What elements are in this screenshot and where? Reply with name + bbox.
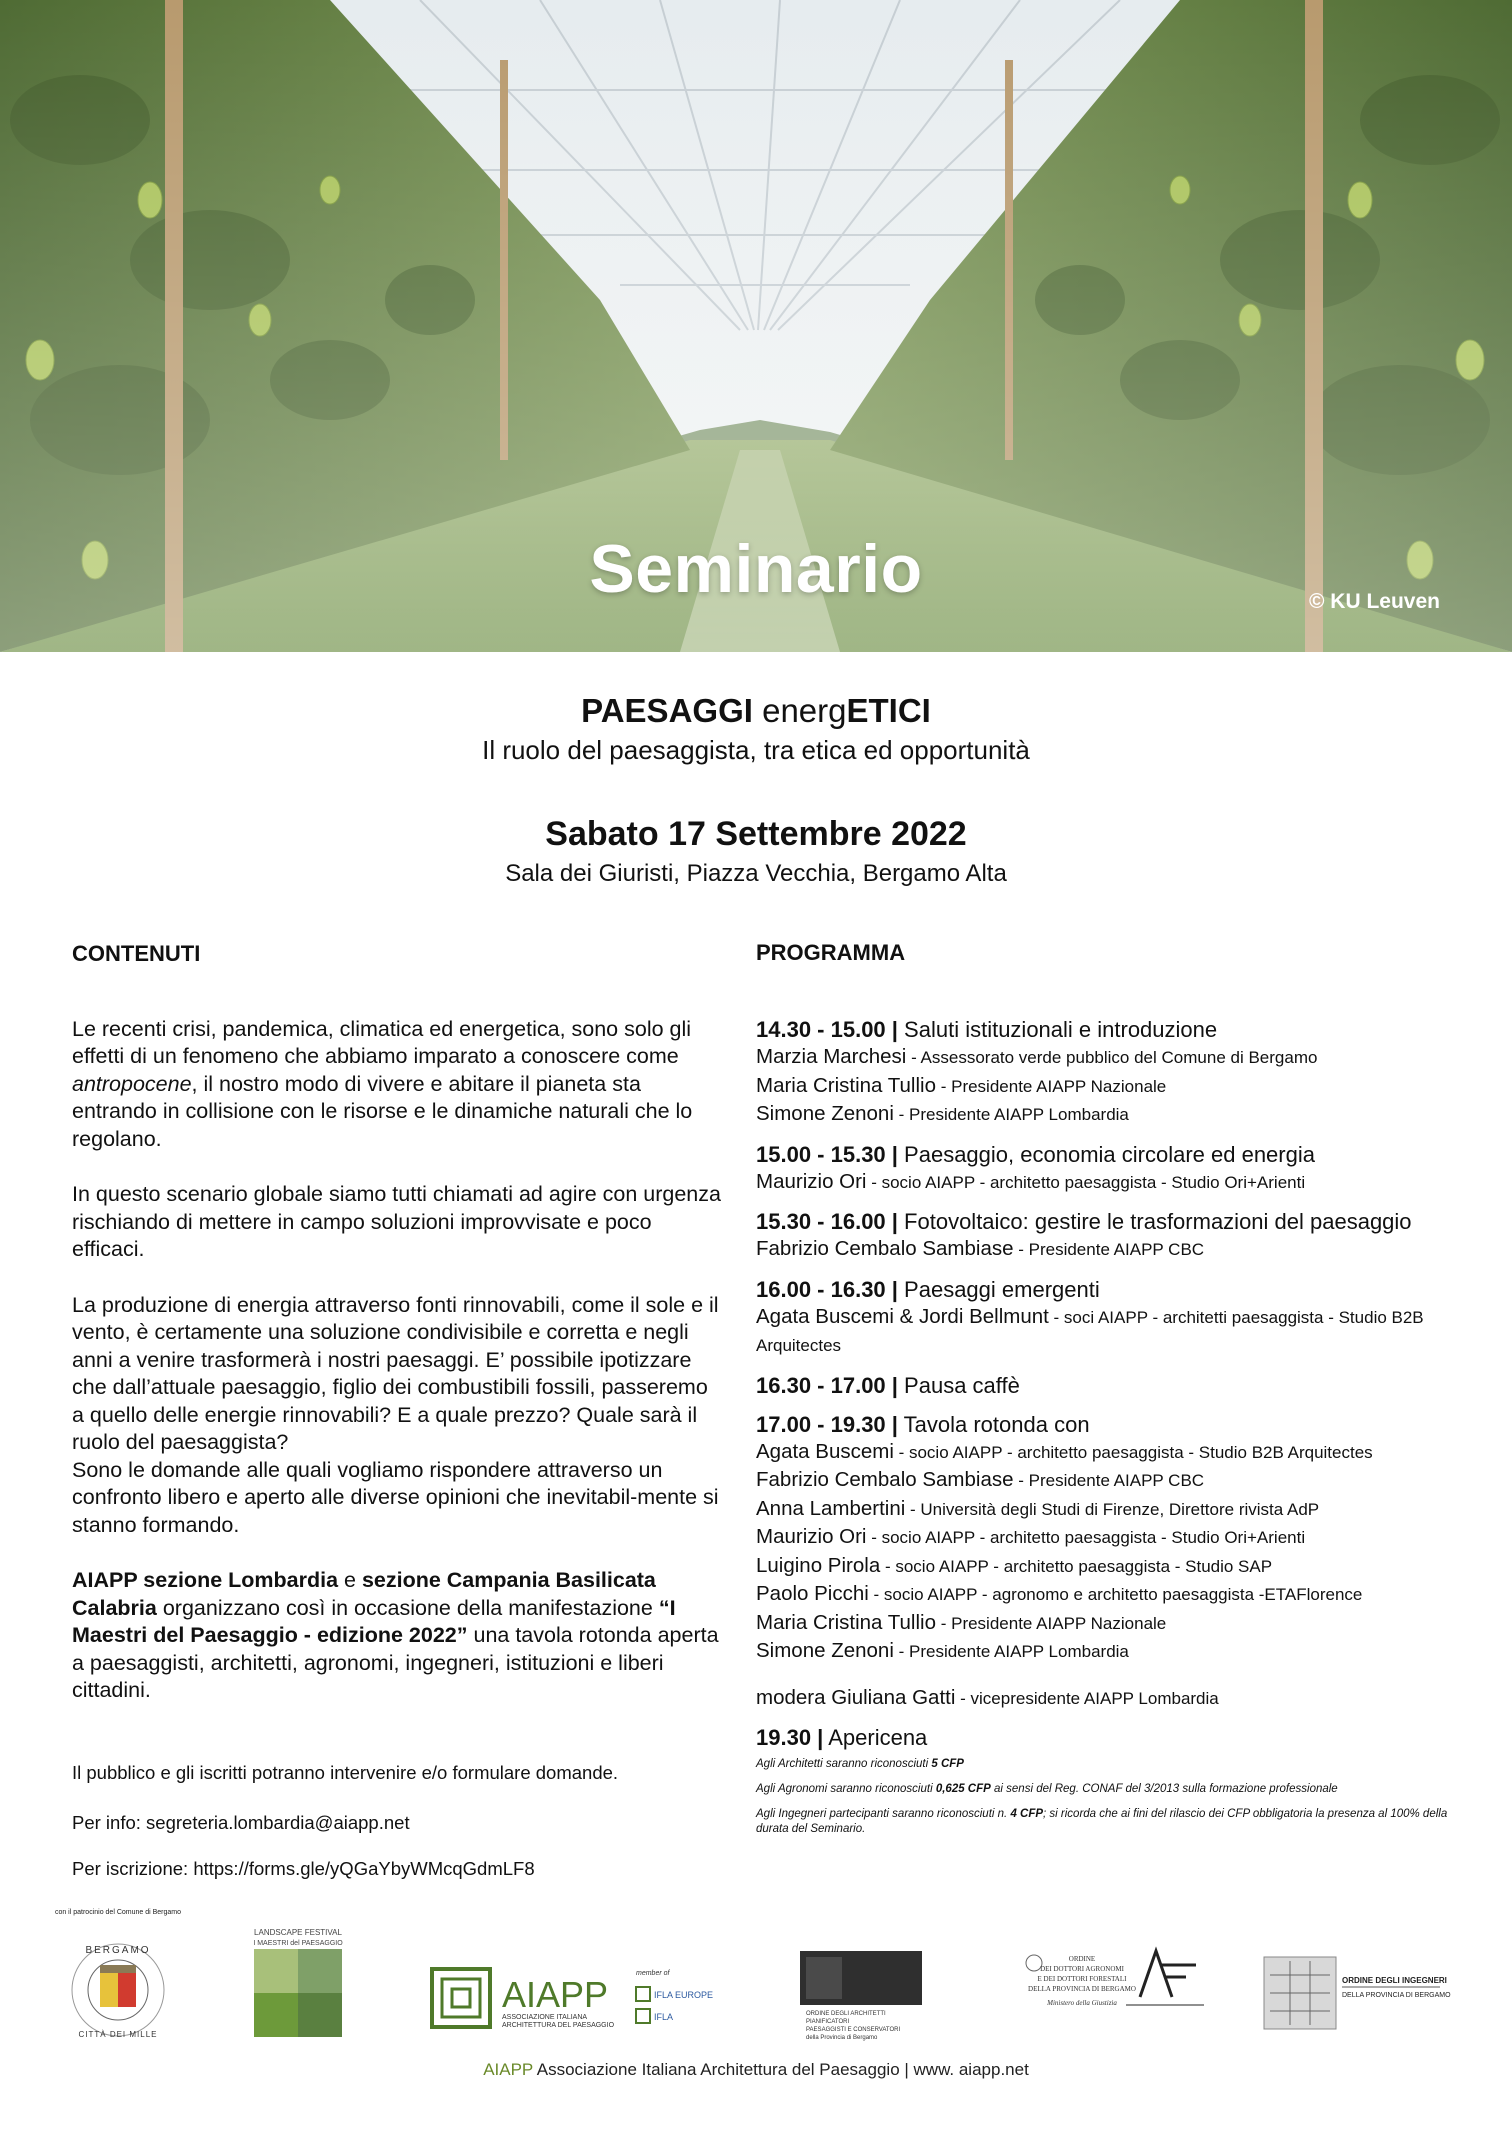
svg-text:E DEI DOTTORI FORESTALI: E DEI DOTTORI FORESTALI [1037,1975,1127,1983]
speaker: Fabrizio Cembalo Sambiase - Presidente AIAPP CBC [756,1237,1205,1260]
bergamo-coat-of-arms-logo [55,1909,181,2039]
svg-text:BERGAMO: BERGAMO [85,1945,151,1956]
contenuti-section [72,940,722,1881]
session-7: 19.30 | Apericena [756,1725,928,1750]
svg-text:ASSOCIAZIONE ITALIANA: ASSOCIAZIONE ITALIANA [502,2014,588,2021]
session-2: 15.00 - 15.30 | Paesaggio, economia circolare ed energia Maurizio Ori - socio AIAPP - architetto paesaggista - Studio Ori+Arienti [756,1141,1456,1197]
speaker: Marzia Marchesi - Assessorato verde pubblico del Comune di Bergamo [756,1045,1318,1068]
svg-text:IFLA: IFLA [654,2012,674,2022]
speaker: Maria Cristina Tullio - Presidente AIAPP Nazionale [756,1073,1167,1097]
contenuti-paragraph-2: In questo scenario globale siamo tutti chiamati ad agire con urgenza rischiando di mettere in campo soluzioni improvvisate e poco efficaci. [72,1182,721,1261]
svg-text:PAESAGGISTI E CONSERVATORI: PAESAGGISTI E CONSERVATORI [806,2027,901,2033]
session-4: 16.00 - 16.30 | Paesaggi emergenti Agata Buscemi & Jordi Bellmunt - soci AIAPP - architetti paesaggista - Studio B2B Arquitectes [756,1276,1456,1360]
session-5: 16.30 - 17.00 | Pausa caffè [756,1372,1020,1398]
session-3: 15.30 - 16.00 | Fotovoltaico: gestire le trasformazioni del paesaggio Fabrizio Cembalo Sambiase - Presidente AIAPP CBC [756,1208,1456,1264]
svg-text:CITTÀ DEI MILLE: CITTÀ DEI MILLE [78,2030,158,2039]
svg-text:con il patrocinio del Comune d: con il patrocinio del Comune di Bergamo [54,1909,182,1916]
aiapp-logo [432,1969,713,2029]
svg-text:member of: member of [636,1970,670,1977]
cfp-note-ingegneri: Agli Ingegneri partecipanti saranno riconosciuti n. 4 CFP; si ricorda che ai fini del rilascio dei CFP obbligatoria la presenza al 100% della durata del Seminario. [756,1808,1448,1835]
event-date: Sabato 17 Settembre 2022 [545,815,967,853]
programma-section [756,940,1456,1837]
footer: AIAPP Associazione Italiana Architettura del Paesaggio | www. aiapp.net [483,2060,1029,2079]
photo-credit: © KU Leuven [1309,590,1440,613]
speaker: Simone Zenoni - Presidente AIAPP Lombardia [756,1102,1129,1125]
contenuti-heading: CONTENUTI [72,941,201,966]
footer-text[interactable]: Associazione Italiana Architettura del Paesaggio | www. aiapp.net [532,2060,1029,2079]
ordine-architetti-logo [800,1951,922,2041]
contenuti-paragraph-5: AIAPP sezione Lombardia e sezione Campania Basilicata Calabria organizzano così in occasione della manifestazione “I Maestri del Paesaggio - edizione 2022” una tavola rotonda aperta a paesaggisti, architetti, agronomi, ingegneri, istituzioni e liberi cittadini. [72,1568,719,1702]
speaker: Agata Buscemi & Jordi Bellmunt - soci AIAPP - architetti paesaggista - Studio B2B Arquitectes [756,1304,1424,1355]
svg-text:IFLA EUROPE: IFLA EUROPE [654,1990,714,2000]
logos-strip [0,1905,1512,2055]
landscape-festival-logo [253,1928,343,2037]
registration-link[interactable]: Per iscrizione: https://forms.gle/yQGaYbyWMcqGdmLF8 [72,1857,535,1879]
ordine-ingegneri-logo [1264,1957,1451,2029]
contenuti-paragraph-1: Le recenti crisi, pandemica, climatica ed energetica, sono solo gli effetti di un fenomeno che abbiamo imparato a conoscere come antropocene, il nostro modo di vivere e abitare il pianeta sta entrando in collisione con le risorse e le dinamiche naturali che lo regolano. [72,1016,693,1151]
cfp-note-agronomi: Agli Agronomi saranno riconosciuti 0,625 CFP ai sensi del Reg. CONAF del 3/2013 sulla formazione professionale [756,1783,1338,1795]
svg-text:ARCHITETTURA DEL PAESAGGIO: ARCHITETTURA DEL PAESAGGIO [502,2022,615,2029]
hero-title: Seminario [589,531,923,607]
event-title: PAESAGGI energETICI [581,692,931,729]
svg-text:ORDINE DEGLI INGEGNERI: ORDINE DEGLI INGEGNERI [1342,1976,1447,1985]
sponsor-logos [0,1905,1512,2055]
contenuti-paragraph-3: La produzione di energia attraverso fonti rinnovabili, come il sole e il vento, è certamente una soluzione condivisibile e corretta e negli anni a venire trasformerà i nostri paesaggi. E’ possibile ipotizzare che dall’attuale paesaggio, figlio dei combustibili fossili, passeremo a quello delle energie rinnovabili? E a quale prezzo? Quale sarà il ruolo del paesaggista? [72,1292,719,1454]
speaker: Maurizio Ori - socio AIAPP - architetto paesaggista - Studio Ori+Arienti [756,1525,1306,1548]
cfp-note-architetti: Agli Architetti saranno riconosciuti 5 CFP [756,1758,964,1770]
moderator: modera Giuliana Gatti - vicepresidente AIAPP Lombardia [756,1685,1219,1709]
svg-text:AIAPP: AIAPP [502,1974,609,2015]
ordine-agronomi-logo [1026,1951,1204,2007]
event-venue: Sala dei Giuristi, Piazza Vecchia, Bergamo Alta [505,860,1007,887]
speaker: Maria Cristina Tullio - Presidente AIAPP Nazionale [756,1610,1167,1634]
svg-text:DELLA PROVINCIA DI BERGAMO: DELLA PROVINCIA DI BERGAMO [1342,1992,1451,1999]
svg-text:ORDINE: ORDINE [1068,1955,1096,1963]
svg-text:PIANIFICATORI: PIANIFICATORI [806,2019,850,2025]
speaker: Maurizio Ori - socio AIAPP - architetto paesaggista - Studio Ori+Arienti [756,1169,1306,1193]
speaker: Agata Buscemi - socio AIAPP - architetto paesaggista - Studio B2B Arquitectes [756,1439,1373,1463]
svg-text:Ministero della Giustizia: Ministero della Giustizia [1047,1999,1117,2007]
session-1: 14.30 - 15.00 | Saluti istituzionali e introduzione Marzia Marchesi - Assessorato verde pubblico del Comune di Bergamo Maria Cristina Tullio - Presidente AIAPP Nazionale Simone Zenoni - Presidente AIAPP Lombardia [756,1016,1456,1129]
event-subtitle: Il ruolo del paesaggista, tra etica ed opportunità [482,735,1030,765]
svg-text:della Provincia di Bergamo: della Provincia di Bergamo [806,2035,878,2041]
info-email[interactable]: Per info: segreteria.lombardia@aiapp.net [72,1811,410,1833]
speaker: Luigino Pirola - socio AIAPP - architetto paesaggista - Studio SAP [756,1553,1273,1577]
svg-text:ORDINE DEGLI ARCHITETTI: ORDINE DEGLI ARCHITETTI [806,2011,886,2017]
programma-heading: PROGRAMMA [756,940,906,965]
svg-text:LANDSCAPE FESTIVAL: LANDSCAPE FESTIVAL [254,1928,342,1937]
svg-text:DELLA PROVINCIA DI BERGAMO: DELLA PROVINCIA DI BERGAMO [1028,1985,1136,1993]
session-6: 17.00 - 19.30 | Tavola rotonda con Agata Buscemi - socio AIAPP - architetto paesaggista - Studio B2B Arquitectes Fabrizio Cembalo Sambiase - Presidente AIAPP CBC Anna Lambertini - Università degli Studi di Firenze, Direttore rivista AdP Maurizio Ori - socio AIAPP - architetto paesaggista - Studio Ori+Arienti Luigino Pirola - socio AIAPP - architetto paesaggista - Studio SAP Paolo Picchi - socio AIAPP - agronomo e architetto paesaggista -ETAFlorence Maria Cristina Tullio - Presidente AIAPP Nazionale Simone Zenoni - Presidente AIAPP Lombardia [756,1411,1456,1666]
svg-text:DEI DOTTORI AGRONOMI: DEI DOTTORI AGRONOMI [1040,1965,1124,1973]
speaker: Simone Zenoni - Presidente AIAPP Lombardia [756,1639,1129,1662]
public-note: Il pubblico e gli iscritti potranno intervenire e/o formulare domande. [72,1761,619,1783]
svg-text:I MAESTRI del PAESAGGIO: I MAESTRI del PAESAGGIO [253,1940,343,1947]
speaker: Fabrizio Cembalo Sambiase - Presidente AIAPP CBC [756,1468,1205,1491]
hero-banner [0,0,1512,652]
contenuti-paragraph-4: Sono le domande alle quali vogliamo rispondere attraverso un confronto libero e aperto alle diverse opinioni che inevitabil-mente si stanno formando. [72,1457,719,1537]
speaker: Anna Lambertini - Università degli Studi di Firenze, Direttore rivista AdP [756,1496,1320,1520]
speaker: Paolo Picchi - socio AIAPP - agronomo e architetto paesaggista -ETAFlorence [756,1582,1363,1605]
